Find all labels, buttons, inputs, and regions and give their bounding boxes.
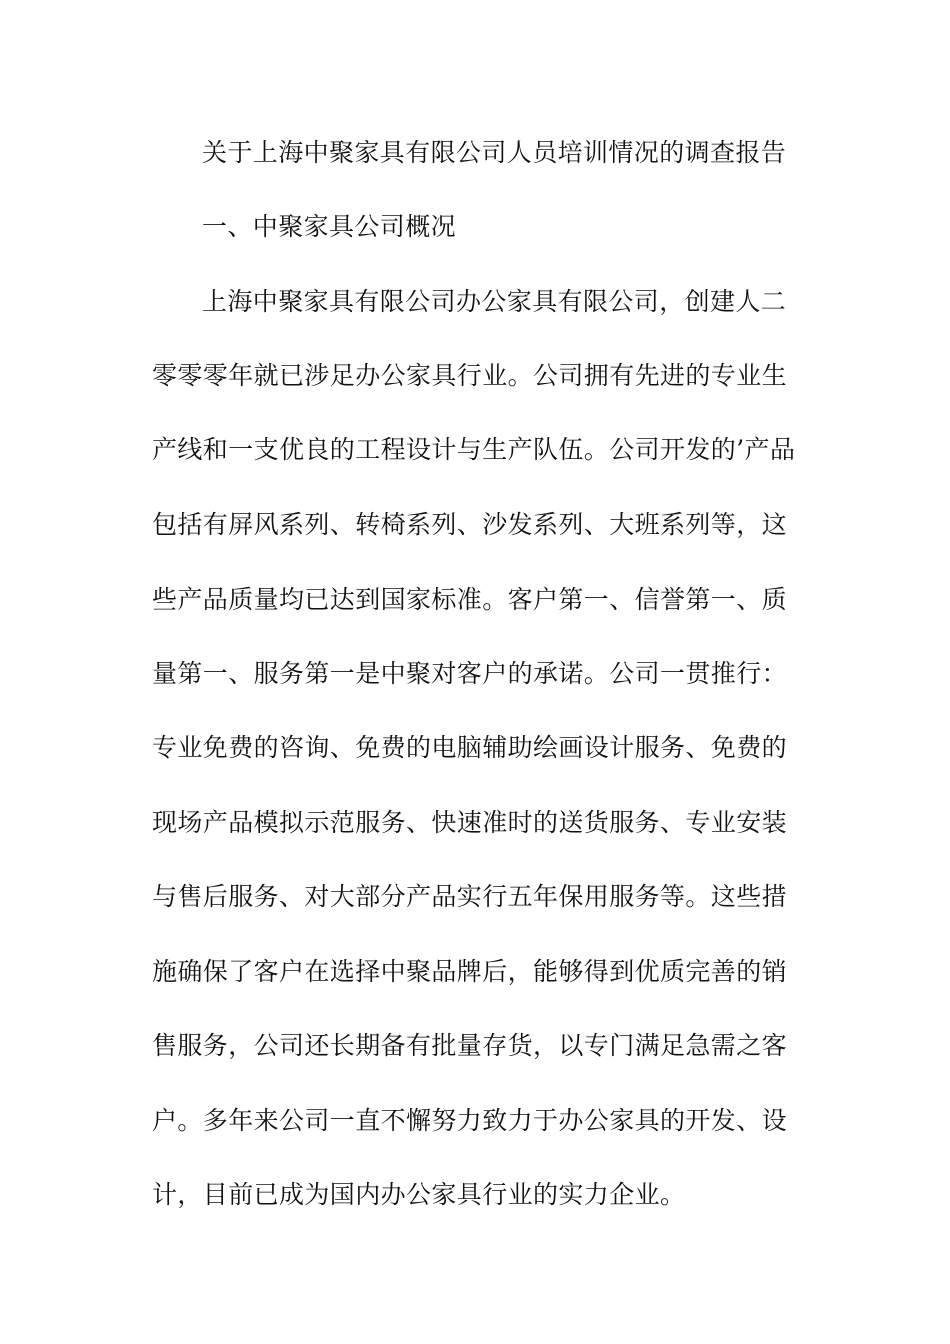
paragraph-line: 上海中聚家具有限公司办公家具有限公司，创建人二: [202, 287, 787, 316]
paragraph-line: 施确保了客户在选择中聚品牌后，能够得到优质完善的销: [152, 957, 788, 986]
paragraph-line: 现场产品模拟示范服务、快速准时的送货服务、专业安装: [152, 808, 788, 837]
paragraph-line: 计，目前已成为国内办公家具行业的实力企业。: [152, 1180, 686, 1209]
paragraph-line: 户。多年来公司一直不懈努力致力于办公家具的开发、设: [152, 1106, 788, 1135]
section-heading: 一、中聚家具公司概况: [202, 212, 457, 241]
paragraph-line: 产线和一支优良的工程设计与生产队伍。公司开发的’产品: [152, 435, 796, 464]
paragraph-line: 量第一、服务第一是中聚对客户的承诺。公司一贯推行：: [152, 659, 788, 688]
document-title: 关于上海中聚家具有限公司人员培训情况的调查报告: [202, 138, 787, 167]
paragraph-line: 售服务，公司还长期备有批量存货，以专门满足急需之客: [152, 1031, 788, 1060]
paragraph-line: 零零零年就已涉足办公家具行业。公司拥有先进的专业生: [152, 361, 788, 390]
paragraph-line: 专业免费的咨询、免费的电脑辅助绘画设计服务、免费的: [152, 733, 788, 762]
paragraph-line: 包括有屏风系列、转椅系列、沙发系列、大班系列等，这: [152, 510, 788, 539]
paragraph-line: 些产品质量均已达到国家标准。客户第一、信誉第一、质: [152, 585, 788, 614]
paragraph-line: 与售后服务、对大部分产品实行五年保用服务等。这些措: [152, 882, 788, 911]
